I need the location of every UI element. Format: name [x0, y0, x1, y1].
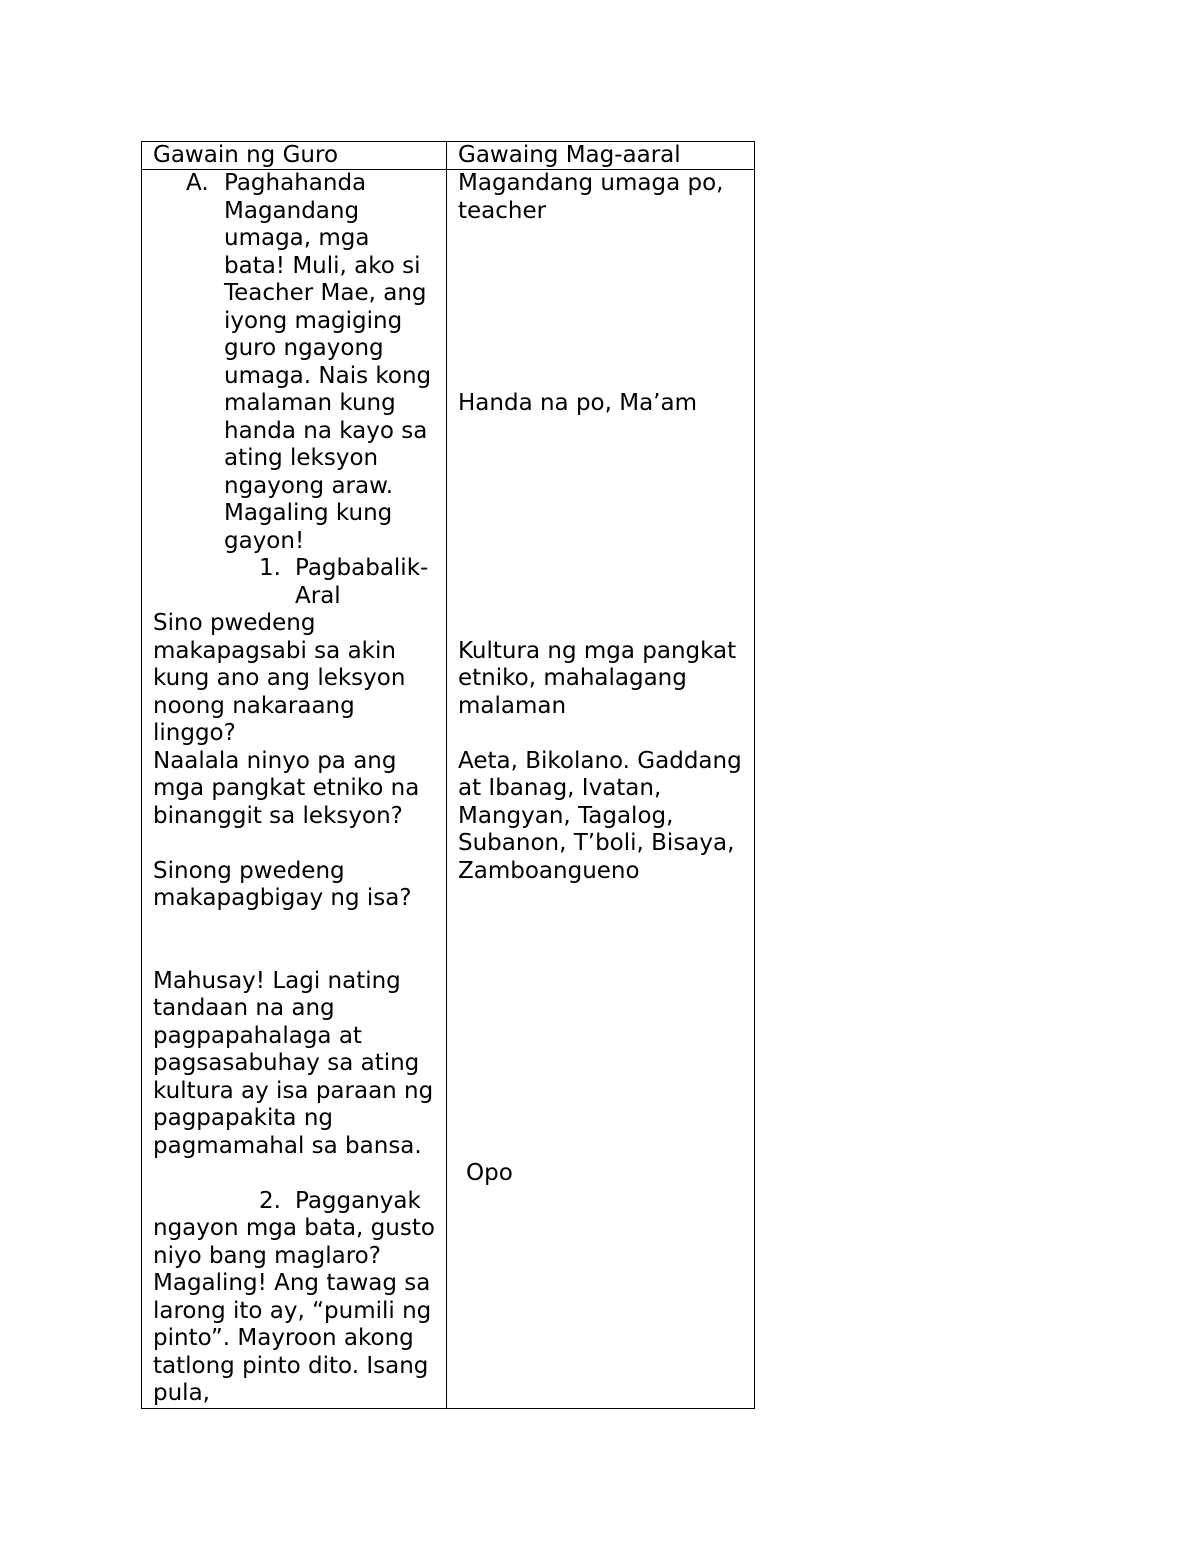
spacer: [153, 830, 436, 858]
teacher-activity-cell: [142, 170, 447, 1409]
item-1-marker: 1.: [259, 555, 281, 581]
teacher-question-2: Naalala ninyo pa ang mga pangkat etniko na binanggit sa leksyon?: [153, 747, 420, 829]
section-a-content: [224, 170, 436, 555]
section-a-marker: A.: [186, 170, 209, 196]
spacer: [458, 720, 744, 748]
section-a-text: Magandang umaga, mga bata! Muli, ako si Teacher Mae, ang iyong magiging guro ngayong umaga. Nais kong malaman kung handa na kayo sa ating leksyon ngayong araw. Magaling kung gayon!: [224, 197, 432, 554]
item-2-title: Pagganyak: [295, 1187, 421, 1214]
spacer: [153, 1160, 436, 1188]
teacher-question-1: Sino pwedeng makapagsabi sa akin kung ano ang leksyon noong nakaraang linggo?: [153, 610, 406, 746]
teacher-question-3: Sinong pwedeng makapagbigay ng isa?: [153, 857, 412, 911]
student-greeting: Magandang umaga po, teacher: [458, 170, 724, 224]
student-ethnic-groups: Aeta, Bikolano. Gaddang at Ibanag, Ivatan, Mangyan, Tagalog, Subanon, T’boli, Bisaya, Zamboangueno: [458, 747, 742, 884]
teacher-game-instructions: ngayon mga bata, gusto niyo bang maglaro?Magaling! Ang tawag sa larong ito ay, “pumili ng pinto”. Mayroon akong tatlong pinto dito. Isang pula,: [153, 1215, 435, 1406]
item-1-title: Pagbabalik-Aral: [295, 555, 429, 609]
item-1: [153, 555, 436, 610]
spacer: [458, 225, 744, 390]
item-2: [153, 1188, 436, 1216]
student-activity-cell: [447, 170, 755, 1409]
spacer: [153, 913, 436, 968]
student-opo: Opo: [466, 1160, 513, 1186]
student-ready: Handa na po, Ma’am: [458, 390, 697, 416]
table-row: [142, 170, 755, 1409]
spacer: [458, 418, 744, 638]
teacher-praise: Mahusay! Lagi nating tandaan na ang pagpapahalaga at pagsasabuhay sa ating kultura ay isa paraan ng pagpapakita ng pagmamahal sa bansa.: [153, 967, 434, 1159]
spacer: [458, 885, 744, 1160]
header-student-activity: Gawaing Mag-aaral: [447, 142, 755, 170]
item-2-marker: 2.: [259, 1187, 281, 1214]
student-recall: Kultura ng mga pangkat etniko, mahalagang malaman: [458, 637, 737, 719]
section-a-title: Paghahanda: [224, 170, 367, 196]
section-a: [153, 170, 436, 555]
table-header-row: [142, 142, 755, 170]
lesson-plan-table: [141, 141, 755, 1409]
header-teacher-activity: Gawain ng Guro: [142, 142, 447, 170]
